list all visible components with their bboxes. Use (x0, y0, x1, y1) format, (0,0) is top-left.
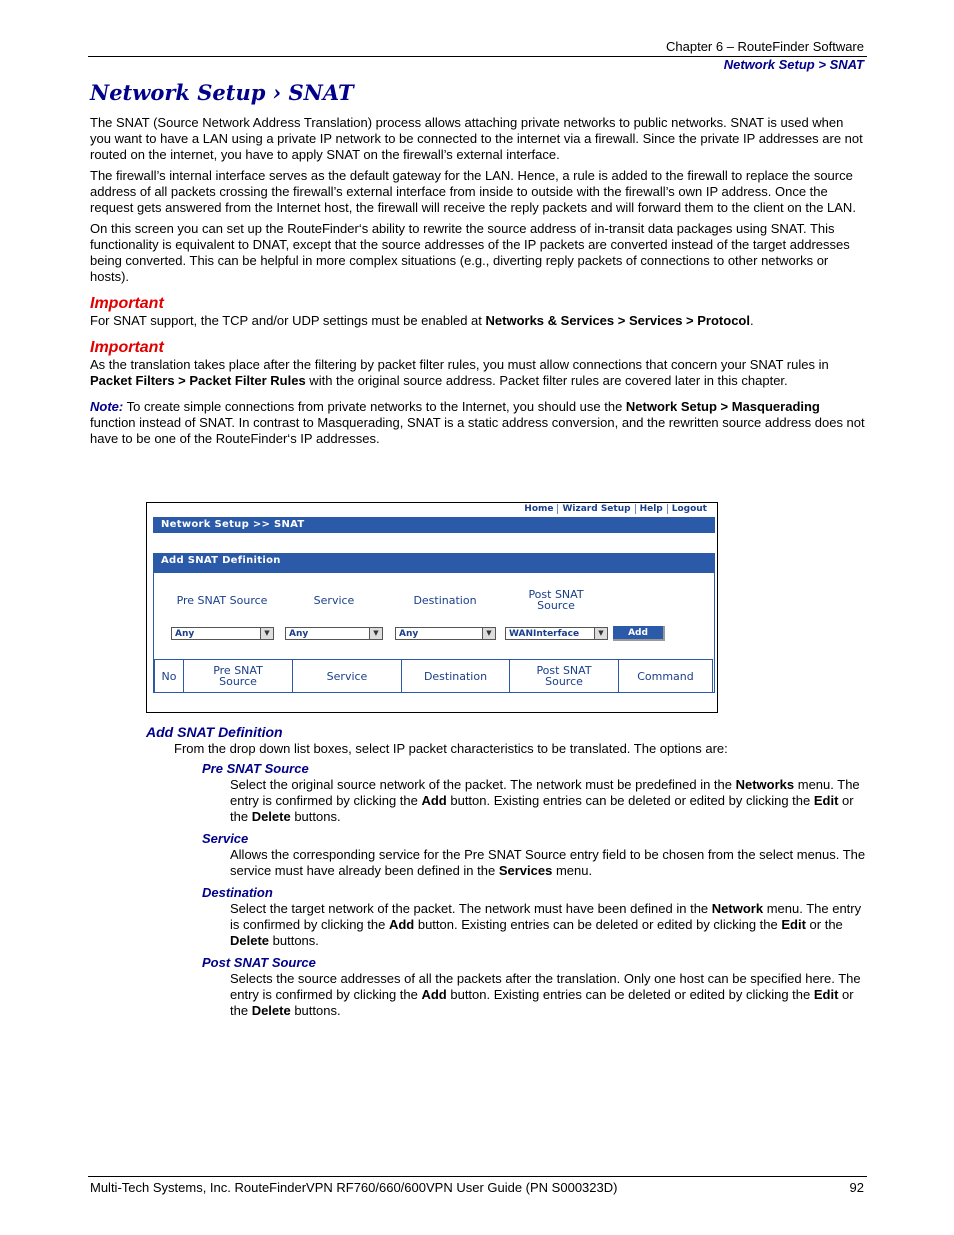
post-snat-text: Selects the source addresses of all the packets after the translation. Only one host can be specified here. The entry is confirmed by clicking the Add button. Existing entries can be deleted or edited by clicking the Edit or the Delete buttons. (230, 971, 861, 1018)
nav-path-protocol: Networks & Services > Services > Protocol (485, 313, 750, 328)
label-service: Service (313, 594, 355, 607)
col-destination: Destination (402, 660, 510, 692)
definition-heading: Add SNAT Definition (146, 724, 283, 740)
post-snat-heading: Post SNAT Source (202, 955, 316, 970)
destination-select[interactable]: Any ▼ (395, 627, 496, 640)
label-post-snat-source: Post SNAT Source (528, 588, 584, 612)
page-title: Network Setup › SNAT (90, 80, 354, 105)
important-text-1: For SNAT support, the TCP and/or UDP settings must be enabled at Networks & Services > Services > Protocol. (90, 313, 754, 328)
chevron-down-icon: ▼ (369, 628, 382, 639)
pre-snat-source-select[interactable]: Any ▼ (171, 627, 274, 640)
service-heading: Service (202, 831, 249, 846)
page-number: 92 (849, 1180, 864, 1195)
definition-section (146, 723, 866, 1019)
intro-paragraph-2: The firewall’s internal interface serves as the default gateway for the LAN. Hence, a rule is added to the firewall to replace the source address of all packets crossing the firewall’s external interface from inside to outside with the firewall’s own IP address. Once the request gets answered from the Internet host, the firewall will receive the reply packets and will forward them to the client on the LAN. (90, 168, 856, 215)
snat-table-header (154, 659, 713, 693)
chevron-down-icon: ▼ (260, 628, 273, 639)
col-no: No (155, 660, 184, 692)
label-pre-snat-source: Pre SNAT Source (176, 594, 268, 607)
chevron-down-icon: ▼ (594, 628, 607, 639)
main-content (90, 115, 866, 452)
footer-text: Multi-Tech Systems, Inc. RouteFinderVPN RF760/660/600VPN User Guide (PN S000323D) (90, 1180, 618, 1195)
top-nav-links (520, 504, 711, 514)
service-select[interactable]: Any ▼ (285, 627, 383, 640)
add-button[interactable]: Add (613, 626, 665, 641)
note-text: Note: To create simple connections from private networks to the Internet, you should use the Network Setup > Masquerading function instead of SNAT. In contrast to Masquerading, SNAT is a static address conversion, and the rewritten source address does not have to be one of the RouteFinder‘s IP addresses. (90, 399, 865, 446)
chevron-down-icon: ▼ (482, 628, 495, 639)
link-wizard-setup[interactable]: Wizard Setup (557, 504, 634, 514)
page-bar: Network Setup >> SNAT (153, 517, 715, 533)
intro-paragraph-1: The SNAT (Source Network Address Translation) process allows attaching private networks to public networks. SNAT is used when you want to have a LAN using a private IP network to be connected to the internet via a firewall. Since the private IP addresses are not routed on the internet, you have to apply SNAT on the firewall’s external interface. (90, 115, 863, 162)
col-command: Command (637, 669, 694, 683)
intro-paragraph-3: On this screen you can set up the RouteFinder‘s ability to rewrite the source address of in-transit data packages using SNAT. This functionality is equivalent to DNAT, except that the source addresses of the IP packets are converted instead of the target addresses being converted. This can be helpful in more complex situations (e.g., diverting reply packets of connections to other networks or hosts). (90, 221, 850, 284)
header-chapter: Chapter 6 – RouteFinder Software (666, 39, 864, 54)
definition-intro: From the drop down list boxes, select IP packet characteristics to be translated. The options are: (174, 741, 728, 756)
note-label: Note: (90, 399, 124, 414)
nav-path-masquerading: Network Setup > Masquerading (625, 399, 820, 414)
link-logout[interactable]: Logout (667, 504, 711, 514)
label-destination: Destination (413, 594, 477, 607)
important-heading-2: Important (90, 339, 164, 356)
footer-rule (88, 1176, 867, 1177)
destination-text: Select the target network of the packet. The network must have been defined in the Network menu. The entry is confirmed by clicking the Add button. Existing entries can be deleted or edited by clicking the Edit or the Delete buttons. (230, 901, 862, 948)
header-section: Network Setup > SNAT (723, 57, 864, 72)
col-pre-snat-source: Pre SNAT Source (184, 660, 293, 692)
post-snat-source-select[interactable]: WANInterface ▼ (505, 627, 608, 640)
important-heading-1: Important (90, 295, 164, 312)
destination-heading: Destination (202, 885, 273, 900)
panel-bar: Add SNAT Definition (153, 553, 715, 573)
snat-screenshot (146, 502, 718, 713)
important-text-2: As the translation takes place after the filtering by packet filter rules, you must allow connections that concern your SNAT rules in Packet Filters > Packet Filter Rules with the original source address. Packet filter rules are covered later in this chapter. (90, 357, 829, 388)
link-home[interactable]: Home (524, 504, 554, 514)
nav-path-packet-filter: Packet Filters > Packet Filter Rules (90, 373, 306, 388)
col-post-snat-source: Post SNAT Source (510, 660, 619, 692)
service-text: Allows the corresponding service for the Pre SNAT Source entry field to be chosen from the select menus. The service must have already been defined in the Services menu. (230, 847, 866, 878)
pre-snat-text: Select the original source network of the packet. The network must be predefined in the Networks menu. The entry is confirmed by clicking the Add button. Existing entries can be deleted or edited by clicking the Edit or the Delete buttons. (230, 777, 860, 824)
link-help[interactable]: Help (635, 504, 667, 514)
col-service: Service (293, 660, 402, 692)
pre-snat-heading: Pre SNAT Source (202, 761, 309, 776)
